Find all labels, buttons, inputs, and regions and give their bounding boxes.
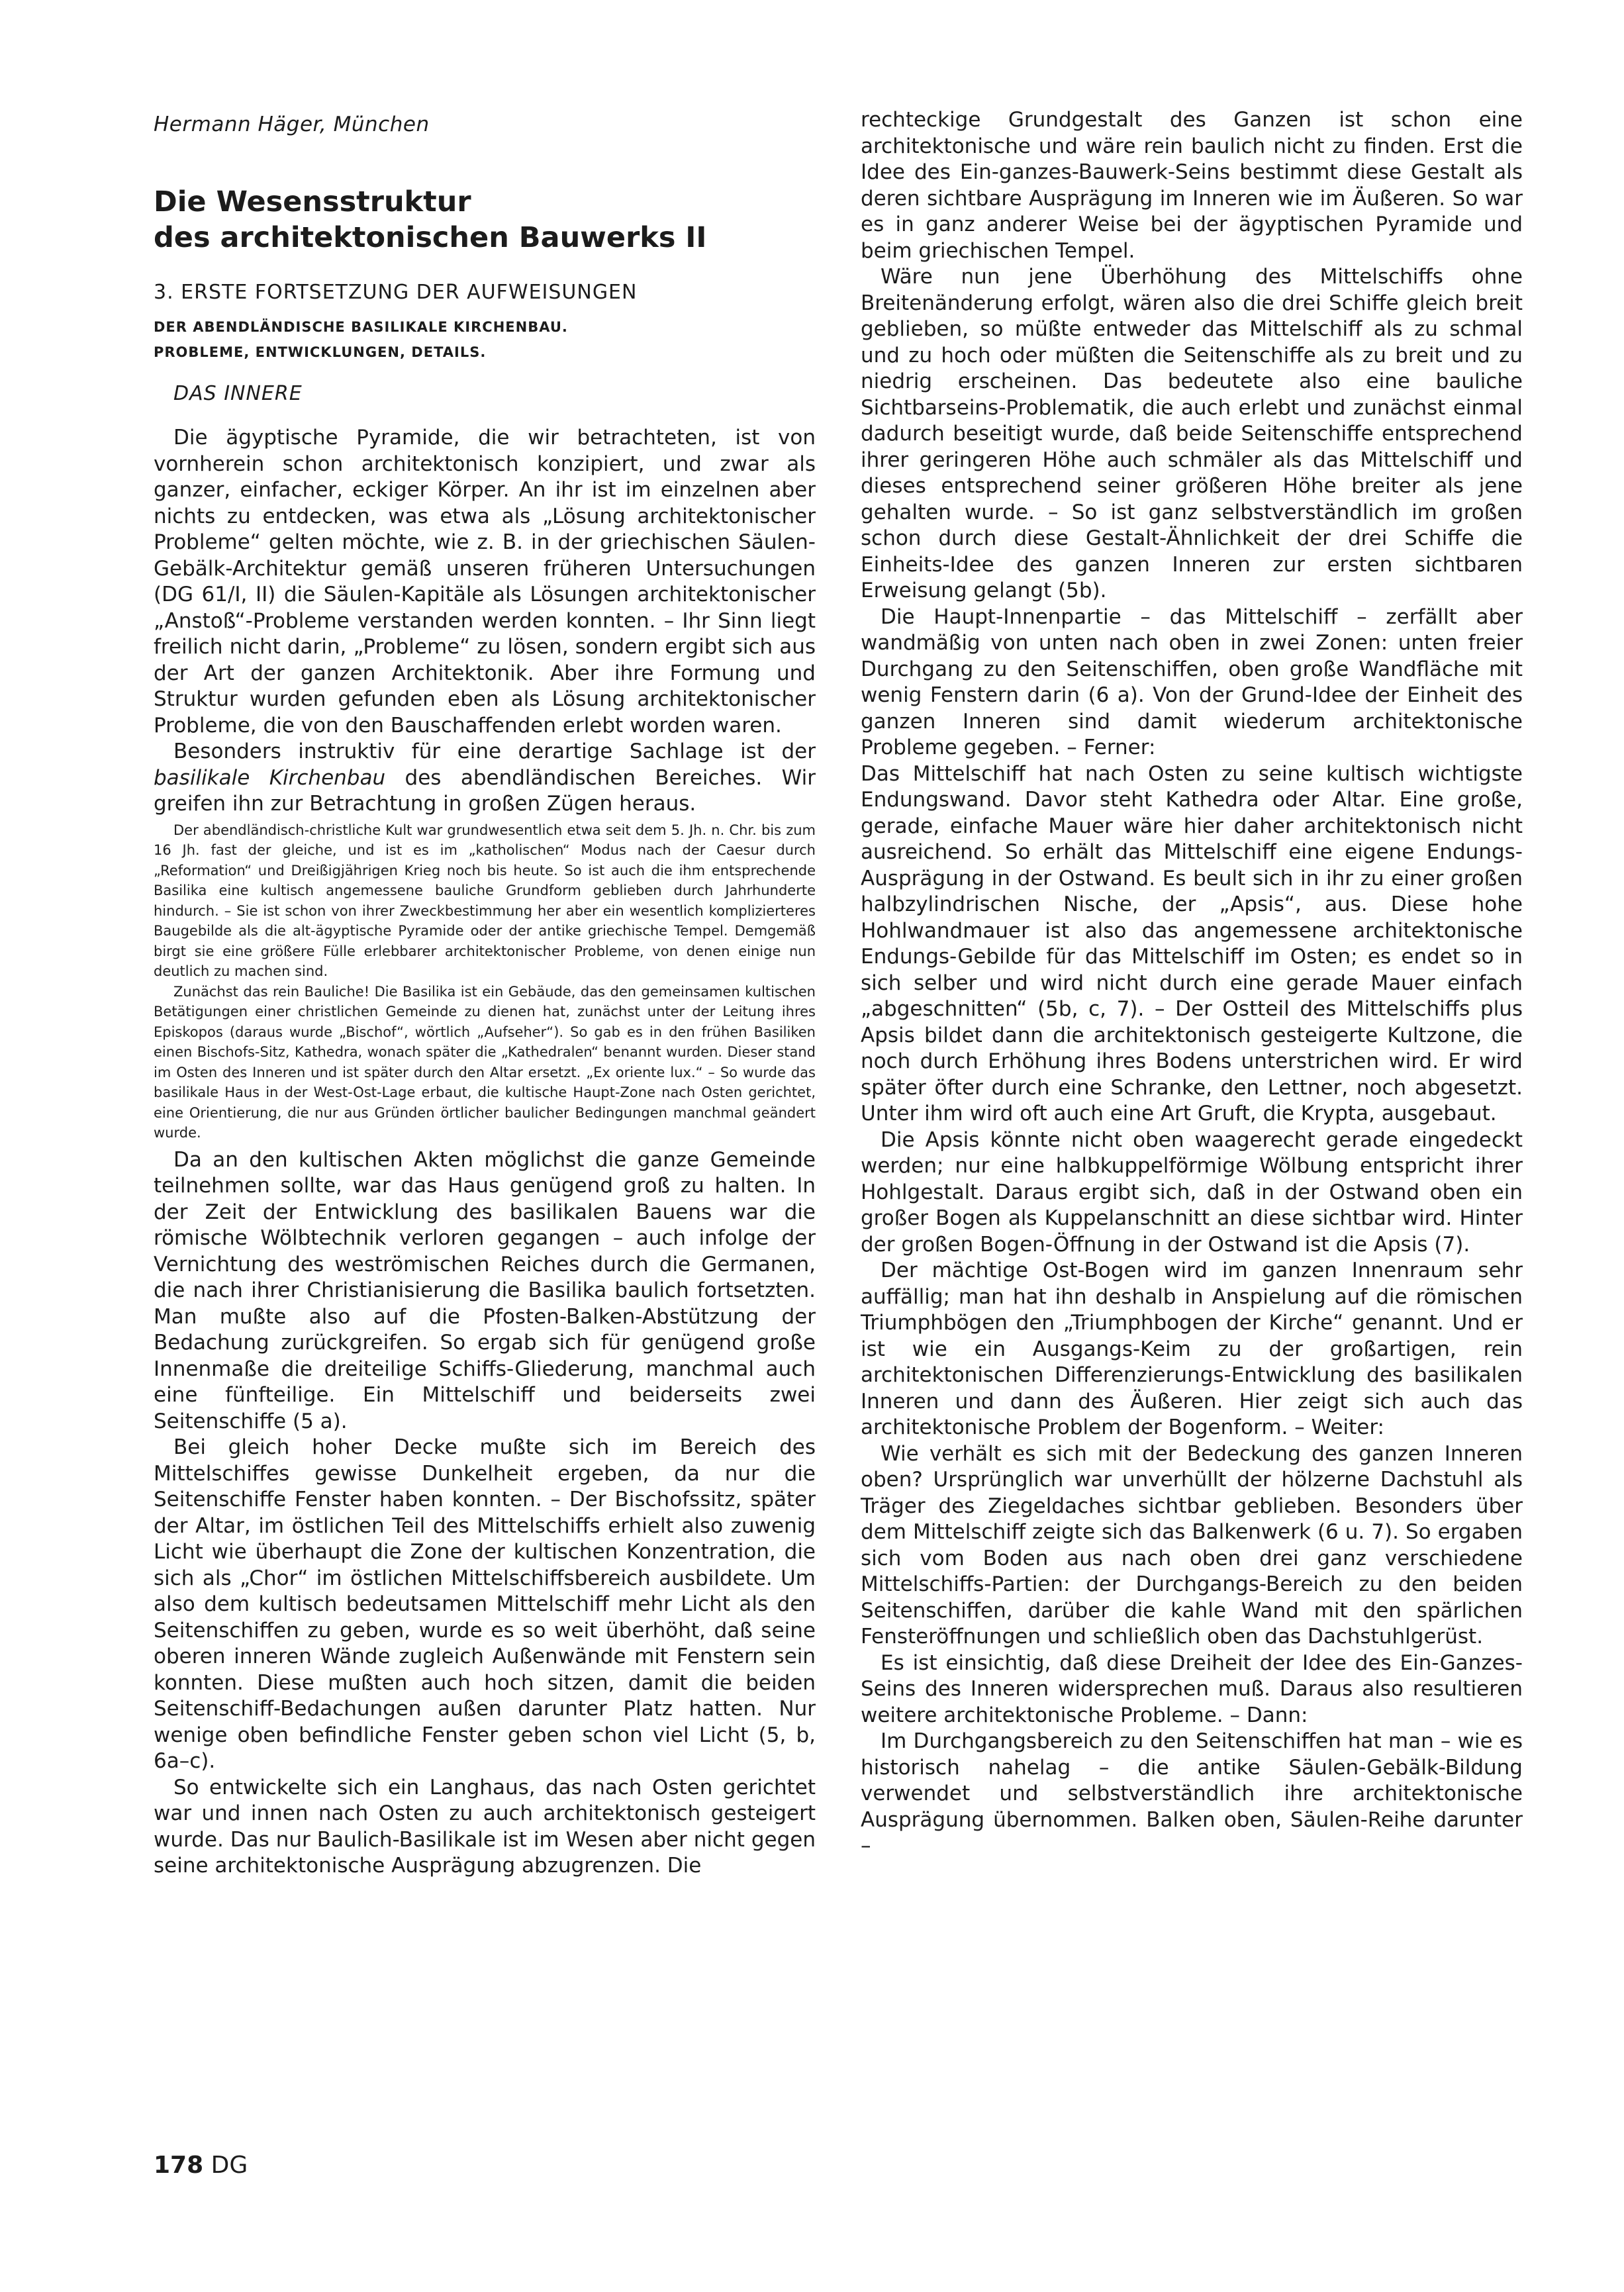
paragraph: Der mächtige Ost-Bogen wird im ganzen Innenraum sehr auffällig; man hat ihn deshalb in Anspielung auf die römischen Triumphbögen den „Triumphbogen der Kirche“ genannt. Und er ist wie ein Ausgangs-Keim zu der großartigen, rein architektonischen Differenzierungs-Entwicklung des basilikalen Inneren und dann des Äußeren. Hier zeigt sich auch das architektonische Problem der Bogenform. – Weiter: [861, 1259, 1523, 1439]
paragraph: Die ägyptische Pyramide, die wir betrachteten, ist von vornherein schon architektonisch konzipiert, und zwar als ganzer, einfacher, eckiger Körper. An ihr ist im einzelnen aber nichts zu entdecken, was etwa als „Lösung architektonischer Probleme“ gelten möchte, wie z. B. in der griechischen Säulen-Gebälk-Architektur gemäß unseren früheren Untersuchungen (DG 61/I, II) die Säulen-Kapitäle als Lösungen architektonischer „Anstoß“-Probleme verstanden werden konnten. – Ihr Sinn liegt freilich nicht darin, „Probleme“ zu lösen, sondern ergibt sich aus der Art der ganzen Architektonik. Aber ihre Formung und Struktur wurden gefunden eben als Lösung architektonischer Probleme, die von den Bauschaffenden erlebt worden waren. [154, 426, 816, 738]
article-subhead [154, 314, 816, 365]
paragraph: Es ist einsichtig, daß diese Dreiheit der Idee des Ein-Ganzes-Seins des Inneren widersprechen muß. Daraus also resultieren weitere architektonische Probleme. – Dann: [861, 1650, 1523, 1727]
paragraph: Die Haupt-Innenpartie – das Mittelschiff – zerfällt aber wandmäßig von unten nach oben in zwei Zonen: unten freier Durchgang zu den Seitenschiffen, oben große Wandfläche mit wenig Fenstern darin (6 a). Von der Grund-Idee der Einheit des ganzen Inneren sind damit wiederum architektonische Probleme gegeben. – Ferner: [861, 604, 1523, 759]
title-line-2: des architektonischen Bauwerks II [154, 221, 707, 254]
paragraph-text: des abendländischen Bereiches. Wir greifen ihn zur Betrachtung in großen Zügen heraus. [154, 765, 816, 816]
paragraph: Wäre nun jene Überhöhung des Mittelschiffs ohne Breitenänderung erfolgt, wären also die drei Schiffe gleich breit geblieben, so müßte entweder das Mittelschiff als zu schmal und zu hoch oder müßten die Seitenschiffe als zu breit und zu niedrig erscheinen. Das bedeutete also eine bauliche Sichtbarseins-Problematik, die auch erlebt und zunächst einmal dadurch beseitigt wurde, daß beide Seitenschiffe entsprechend ihrer geringeren Höhe auch schmäler als das Mittelschiff und dieses entsprechend seiner größeren Höhe breiter als jene gehalten wurde. – So ist ganz selbstverständlich im großen schon durch diese Gestalt-Ähnlichkeit der drei Schiffe die Einheits-Idee des ganzen Inneren zur ersten sichtbaren Erweisung gelangt (5b). [861, 265, 1523, 602]
paragraph: Da an den kultischen Akten möglichst die ganze Gemeinde teilnehmen sollte, war das Haus genügend groß zu halten. In der Zeit der Entwicklung des basilikalen Bauens war die römische Wölbtechnik verloren gegangen – auch infolge der Vernichtung des weströmischen Reiches durch die Germanen, die nach ihrer Christianisierung die Basilika baulich fortsetzten. Man mußte also auf die Pfosten-Balken-Abstützung der Bedachung zurückgreifen. So ergab sich für genügend große Innenmaße die dreiteilige Schiffs-Gliederung, manchmal auch eine fünfteilige. Ein Mittelschiff und beiderseits zwei Seitenschiffe (5 a). [154, 1147, 816, 1433]
page-number: 178 [154, 2152, 204, 2179]
section-title: DAS INNERE [173, 382, 303, 405]
author-line: Hermann Häger, München [154, 113, 430, 136]
subhead-line-2: PROBLEME, ENTWICKLUNGEN, DETAILS. [154, 344, 487, 360]
title-line-1: Die Wesensstruktur [154, 185, 471, 218]
article-title [154, 184, 816, 256]
article-subtitle: 3. ERSTE FORTSETZUNG DER AUFWEISUNGEN [154, 281, 638, 304]
paragraph: Das Mittelschiff hat nach Osten zu seine kultisch wichtigste Endungswand. Davor steht Kathedra oder Altar. Eine große, gerade, einfache Mauer wäre hier daher architektonisch nicht ausreichend. So erhält das Mittelschiff eine eigene Endungs-Ausprägung in der Ostwand. Es beult sich in ihr zu einer großen halbzylindrischen Nische, der „Apsis“, aus. Diese hohe Hohlwandmauer ist also das angemessene architektonische Endungs-Gebilde für das Mittelschiff im Osten; es endet so in sich selber und wird nicht durch eine gerade Mauer einfach „abgeschnitten“ (5b, c, 7). – Der Ostteil des Mittelschiffs plus Apsis bildet dann die architektonisch gesteigerte Kultzone, die noch durch Erhöhung ihres Bodens unterstrichen wird. Er wird später öfter durch eine Schranke, den Lettner, noch abgesetzt. Unter ihm wird oft auch eine Art Gruft, die Krypta, ausgebaut. [861, 761, 1523, 1125]
body-text-right [861, 107, 1523, 1860]
journal-abbrev: DG [211, 2152, 248, 2179]
paragraph: Die Apsis könnte nicht oben waagerecht gerade eingedeckt werden; nur eine halbkuppelförmige Wölbung entspricht ihrer Hohlgestalt. Daraus ergibt sich, daß in der Ostwand oben ein großer Bogen als Kuppelanschnitt an diese sichtbar wird. Hinter der großen Bogen-Öffnung in der Ostwand ist die Apsis (7). [861, 1127, 1523, 1257]
emphasis-text: basilikale Kirchenbau [154, 765, 386, 790]
paragraph [154, 739, 816, 818]
body-text-left-continued [154, 1147, 816, 1880]
body-text-left [154, 425, 816, 818]
small-print-block [154, 820, 816, 1143]
left-column [154, 107, 816, 1880]
small-paragraph: Zunächst das rein Bauliche! Die Basilika ist ein Gebäude, das den gemeinsamen kultischen Betätigungen einer christlichen Gemeinde zu dienen hat, zunächst unter der Leitung ihres Episkopos (daraus wurde „Bischof“, wörtlich „Aufseher“). So gab es in den frühen Basiliken einen Bischofs-Sitz, Kathedra, wonach später die „Kathedralen“ benannt wurden. Dieser stand im Osten des Inneren und ist später durch den Altar ersetzt. „Ex oriente lux.“ – So wurde das basilikale Haus in der West-Ost-Lage erbaut, die kultische Haupt-Zone nach Osten gerichtet, eine Orientierung, die nur aus Gründen örtlicher baulicher Bedingungen manchmal geändert wurde. [154, 983, 816, 1141]
paragraph: Wie verhält es sich mit der Bedeckung des ganzen Inneren oben? Ursprünglich war unverhüllt der hölzerne Dachstuhl als Träger des Ziegeldaches sichtbar geblieben. Besonders über dem Mittelschiff zeigte sich das Balkenwerk (6 u. 7). So ergaben sich vom Boden aus nach oben drei ganz verschiedene Mittelschiffs-Partien: der Durchgangs-Bereich zu den beiden Seitenschiffen, darüber die kahle Wand mit den spärlichen Fensteröffnungen und schließlich oben das Dachstuhlgerüst. [861, 1441, 1523, 1648]
paragraph: So entwickelte sich ein Langhaus, das nach Osten gerichtet war und innen nach Osten zu auch architektonisch gesteigert wurde. Das nur Baulich-Basilikale ist im Wesen aber nicht gegen seine architektonische Ausprägung abzugrenzen. Die [154, 1775, 816, 1878]
right-column [861, 107, 1523, 1860]
paragraph-text: Besonders instruktiv für eine derartige Sachlage ist der [173, 740, 816, 763]
small-paragraph: Der abendländisch-christliche Kult war grundwesentlich etwa seit dem 5. Jh. n. Chr. bis zum 16 Jh. fast der gleiche, und ist es im „katholischen“ Modus nach der Caesur durch „Reformation“ und Dreißigjährigen Krieg noch bis heute. So ist auch die ihm entsprechende Basilika eine kultisch angemessene bauliche Grundform geblieben durch Jahrhunderte hindurch. – Sie ist schon von ihrer Zweckbestimmung her aber ein wesentlich komplizierteres Baugebilde als die alt-ägyptische Pyramide oder der antike griechische Tempel. Demgemäß birgt sie eine größere Fülle erlebbarer architektonischer Probleme, von denen einige nun deutlich zu machen sind. [154, 822, 816, 979]
page-folio [154, 2152, 248, 2179]
paragraph: Im Durchgangsbereich zu den Seitenschiffen hat man – wie es historisch nahelag – die antike Säulen-Gebälk-Bildung verwendet und selbstverständlich ihre architektonische Ausprägung übernommen. Balken oben, Säulen-Reihe darunter – [861, 1729, 1523, 1858]
paragraph: Bei gleich hoher Decke mußte sich im Bereich des Mittelschiffes gewisse Dunkelheit ergeben, da nur die Seitenschiffe Fenster haben konnten. – Der Bischofssitz, später der Altar, im östlichen Teil des Mittelschiffs erhielt also zuwenig Licht wie überhaupt die Zone der kultischen Konzentration, die sich als „Chor“ im östlichen Mittelschiffsbereich ausbildete. Um also dem kultisch bedeutsamen Mittelschiff mehr Licht als den Seitenschiffen zu geben, wurde es so weit überhöht, daß seine oberen inneren Wände zugleich Außenwände mit Fenstern sein konnten. Diese mußten auch hoch sitzen, damit die beiden Seitenschiff-Bedachungen außen darunter Platz hatten. Nur wenige oben befindliche Fenster geben schon viel Licht (5, b, 6a–c). [154, 1435, 816, 1773]
subhead-line-1: DER ABENDLÄNDISCHE BASILIKALE KIRCHENBAU. [154, 319, 568, 335]
paragraph: rechteckige Grundgestalt des Ganzen ist schon eine architektonische und wäre rein baulich nicht zu finden. Erst die Idee des Ein-ganzes-Bauwerk-Seins bestimmt diese Gestalt als deren sichtbare Ausprägung im Inneren wie im Äußeren. So war es in ganz anderer Weise bei der ägyptischen Pyramide und beim griechischen Tempel. [861, 108, 1523, 263]
